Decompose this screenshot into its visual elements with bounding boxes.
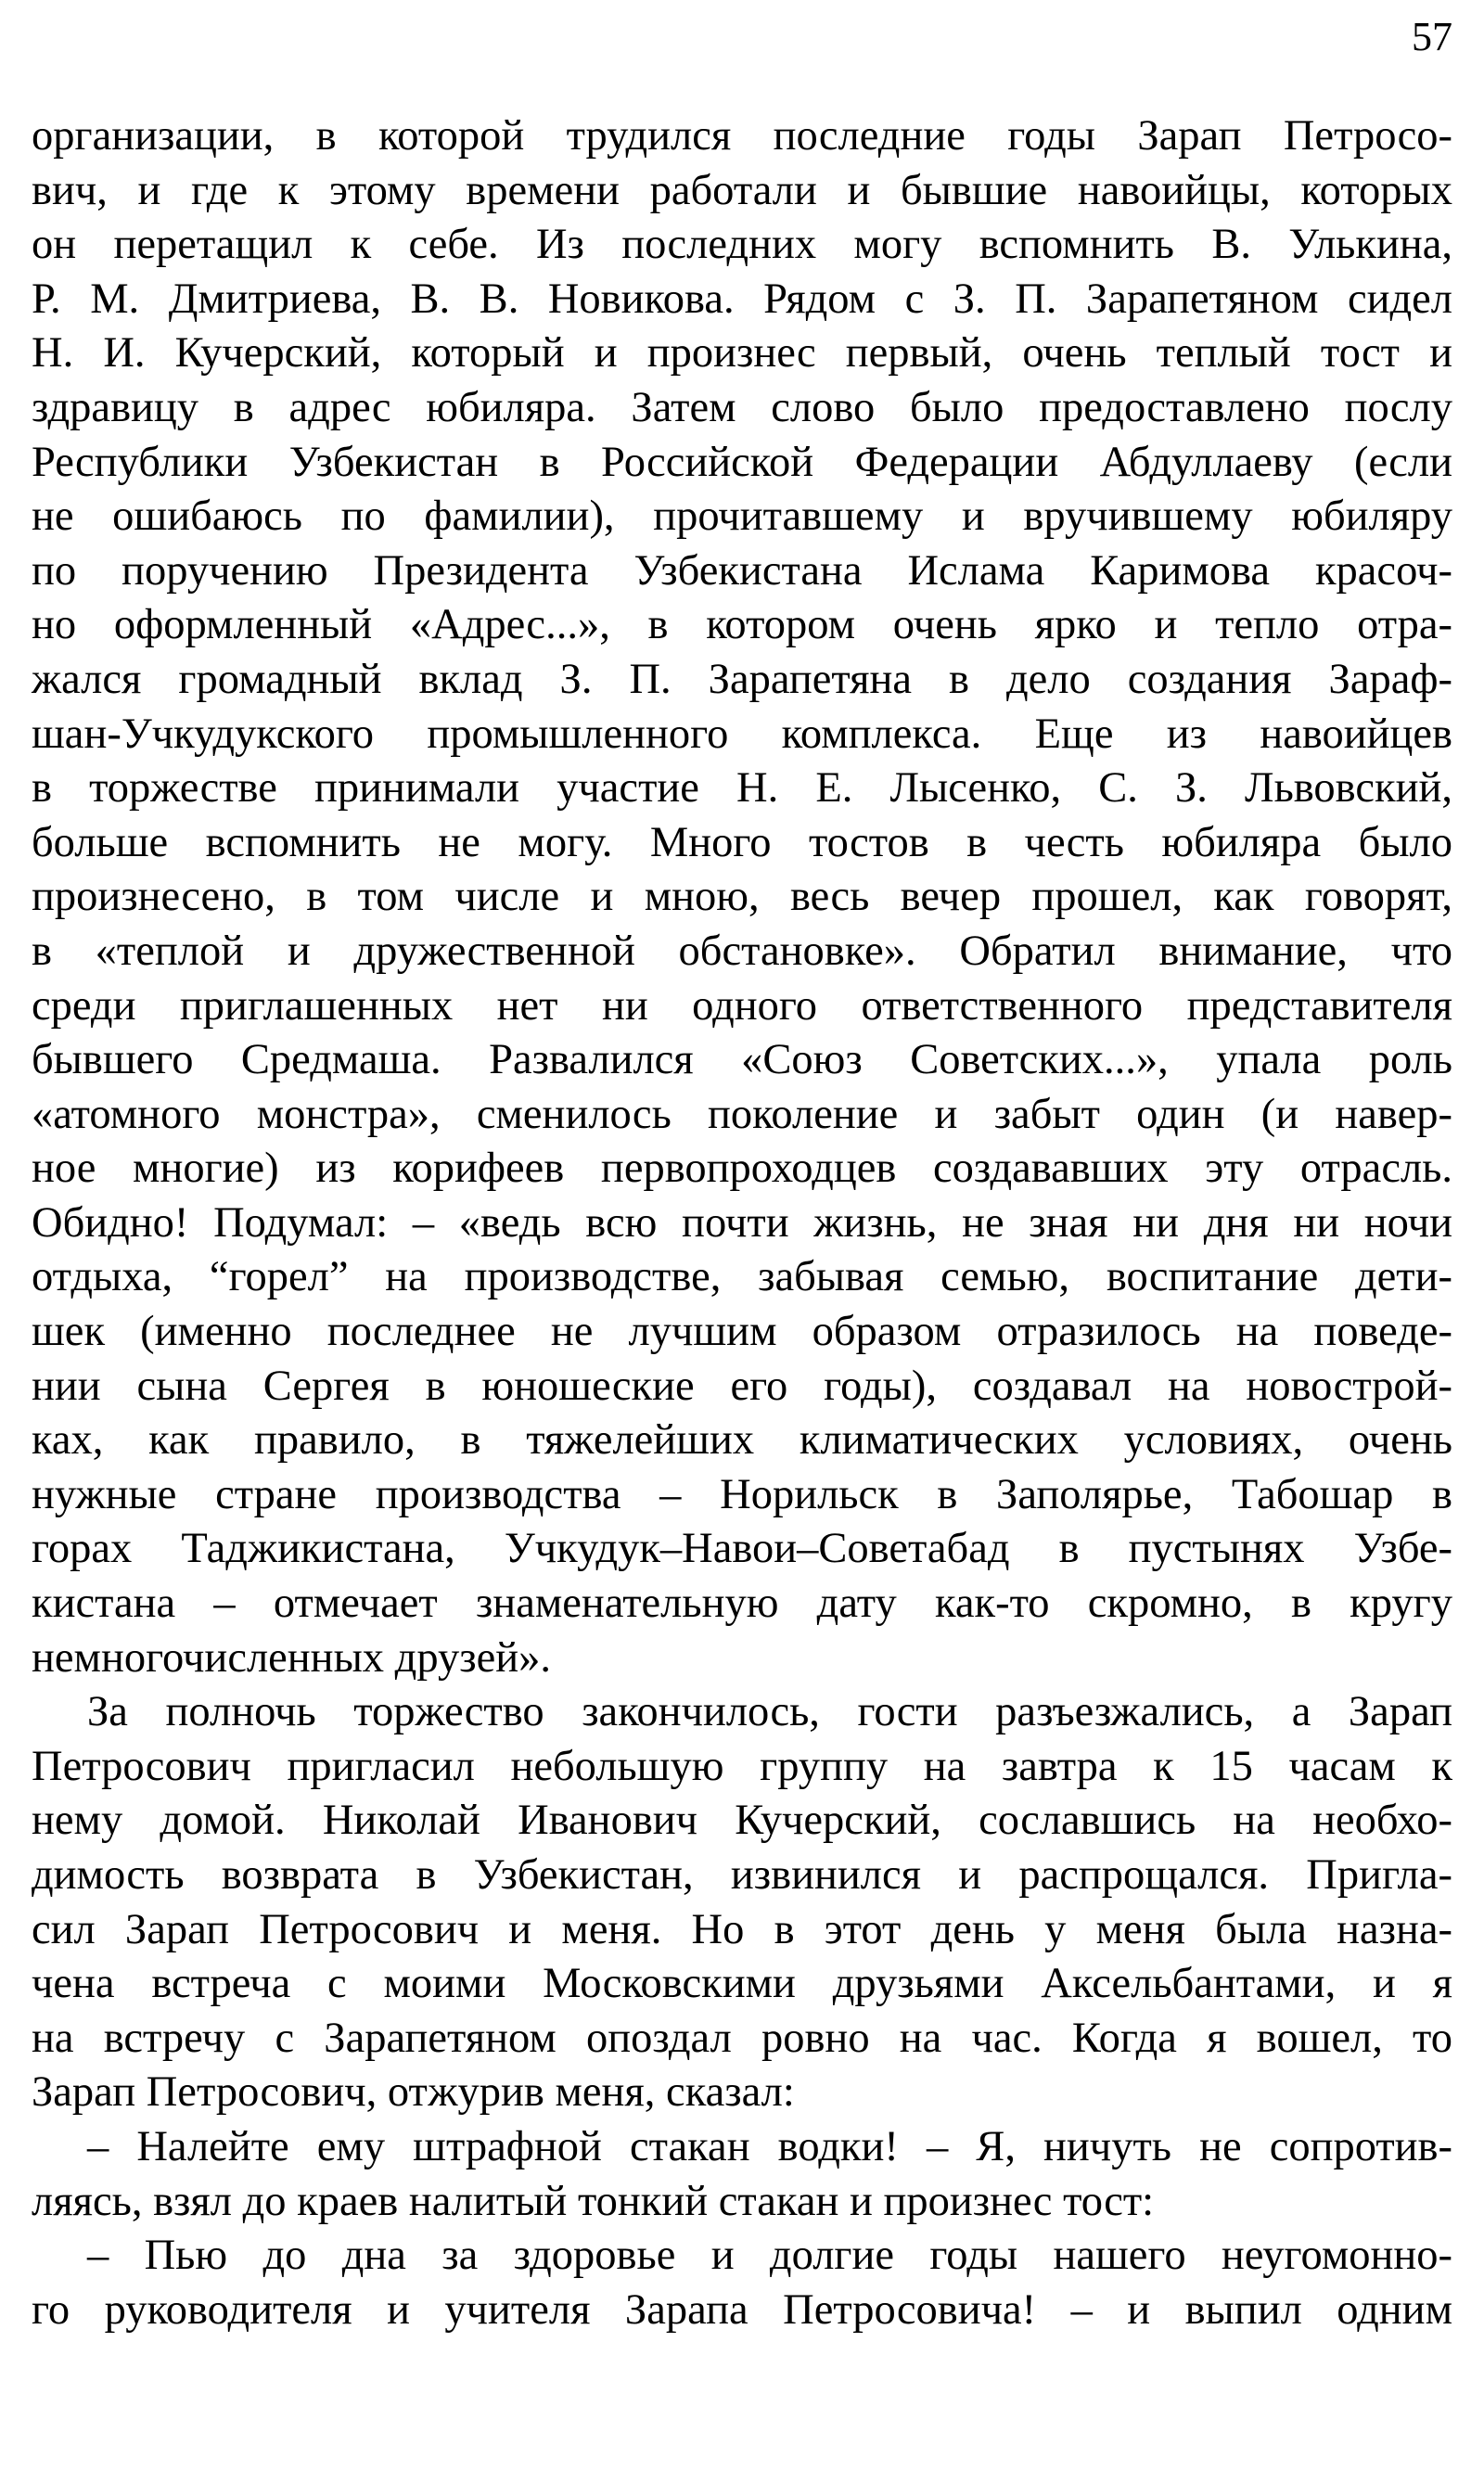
paragraph xyxy=(32,109,1452,1685)
text-line: организации, в которой трудился последние годы Зарап Петросо- xyxy=(32,112,1452,160)
text-line: жался громадный вклад З. П. Зарапетяна в дело создания Зараф- xyxy=(32,655,1452,703)
text-line: – Налейте ему штрафной стакан водки! – Я, ничуть не сопротив- xyxy=(87,2122,1452,2170)
text-line: чена встреча с моими Московскими друзьями Аксельбантами, и я xyxy=(32,1960,1452,2008)
text-line: бывшего Средмаша. Развалился «Союз Советских...», упала роль xyxy=(32,1036,1452,1084)
text-line: Н. И. Кучерский, который и произнес первый, очень теплый тост и xyxy=(32,329,1452,378)
text-line: «атомного монстра», сменилось поколение и забыт один (и навер- xyxy=(32,1090,1452,1138)
text-line: нужные стране производства – Норильск в Заполярье, Табошар в xyxy=(32,1470,1452,1518)
text-line: ное многие) из корифеев первопроходцев создававших эту отрасль. xyxy=(32,1145,1452,1193)
paragraph xyxy=(32,1685,1452,2120)
text-line: он перетащил к себе. Из последних могу вспомнить В. Улькина, xyxy=(32,221,1452,269)
text-line: За полночь торжество закончилось, гости разъезжались, а Зарап xyxy=(87,1688,1452,1736)
page-number: 57 xyxy=(1412,14,1452,59)
text-line: в «теплой и дружественной обстановке». Обратил внимание, что xyxy=(32,927,1452,975)
text-line: Зарап Петросович, отжурив меня, сказал: xyxy=(32,2068,795,2117)
text-line: кистана – отмечает знаменательную дату как-то скромно, в кругу xyxy=(32,1580,1452,1628)
text-line: нему домой. Николай Иванович Кучерский, сославшись на необхо- xyxy=(32,1797,1452,1845)
text-line: нии сына Сергея в юношеские его годы), создавал на новострой- xyxy=(32,1362,1452,1410)
text-line: в торжестве принимали участие Н. Е. Лысенко, С. З. Львовский, xyxy=(32,764,1452,813)
page-text-body xyxy=(32,109,1452,2337)
text-line: горах Таджикистана, Учкудук–Навои–Советабад в пустынях Узбе- xyxy=(32,1525,1452,1573)
text-line: больше вспомнить не могу. Много тостов в честь юбиляра было xyxy=(32,818,1452,866)
text-line: на встречу с Зарапетяном опоздал ровно на час. Когда я вошел, то xyxy=(32,2014,1452,2062)
text-line: го руководителя и учителя Зарапа Петросовича! – и выпил одним xyxy=(32,2285,1452,2334)
text-line: шан-Учкудукского промышленного комплекса. Еще из навоийцев xyxy=(32,710,1452,758)
text-line: произнесено, в том числе и мною, весь вечер прошел, как говорят, xyxy=(32,873,1452,921)
text-line: шек (именно последнее не лучшим образом отразилось на поведе- xyxy=(32,1308,1452,1356)
text-line: но оформленный «Адрес...», в котором очень ярко и тепло отра- xyxy=(32,601,1452,649)
text-line: ках, как правило, в тяжелейших климатических условиях, очень xyxy=(32,1416,1452,1465)
text-line: Республики Узбекистан в Российской Федерации Абдуллаеву (если xyxy=(32,438,1452,486)
text-line: димость возврата в Узбекистан, извинился и распрощался. Пригла- xyxy=(32,1851,1452,1899)
text-line: не ошибаюсь по фамилии), прочитавшему и вручившему юбиляру xyxy=(32,493,1452,541)
text-line: здравицу в адрес юбиляра. Затем слово было предоставлено послу xyxy=(32,383,1452,431)
text-line: среди приглашенных нет ни одного ответственного представителя xyxy=(32,981,1452,1030)
paragraph xyxy=(32,2120,1452,2229)
text-line: – Пью до дна за здоровье и долгие годы нашего неугомонно- xyxy=(87,2232,1452,2280)
text-line: отдыха, “горел” на производстве, забывая семью, воспитание дети- xyxy=(32,1253,1452,1301)
text-line: ляясь, взял до краев налитый тонкий стакан и произнес тост: xyxy=(32,2177,1155,2225)
paragraph xyxy=(32,2229,1452,2337)
text-line: немногочисленных друзей». xyxy=(32,1633,551,1682)
text-line: вич, и где к этому времени работали и бывшие навоийцы, которых xyxy=(32,166,1452,214)
text-line: Петросович пригласил небольшую группу на завтра к 15 часам к xyxy=(32,1742,1452,1790)
text-line: Обидно! Подумал: – «ведь всю почти жизнь, не зная ни дня ни ночи xyxy=(32,1198,1452,1247)
text-line: по поручению Президента Узбекистана Ислама Каримова красоч- xyxy=(32,546,1452,595)
text-line: сил Зарап Петросович и меня. Но в этот день у меня была назна- xyxy=(32,1905,1452,1953)
text-line: Р. М. Дмитриева, В. В. Новикова. Рядом с З. П. Зарапетяном сидел xyxy=(32,275,1452,323)
